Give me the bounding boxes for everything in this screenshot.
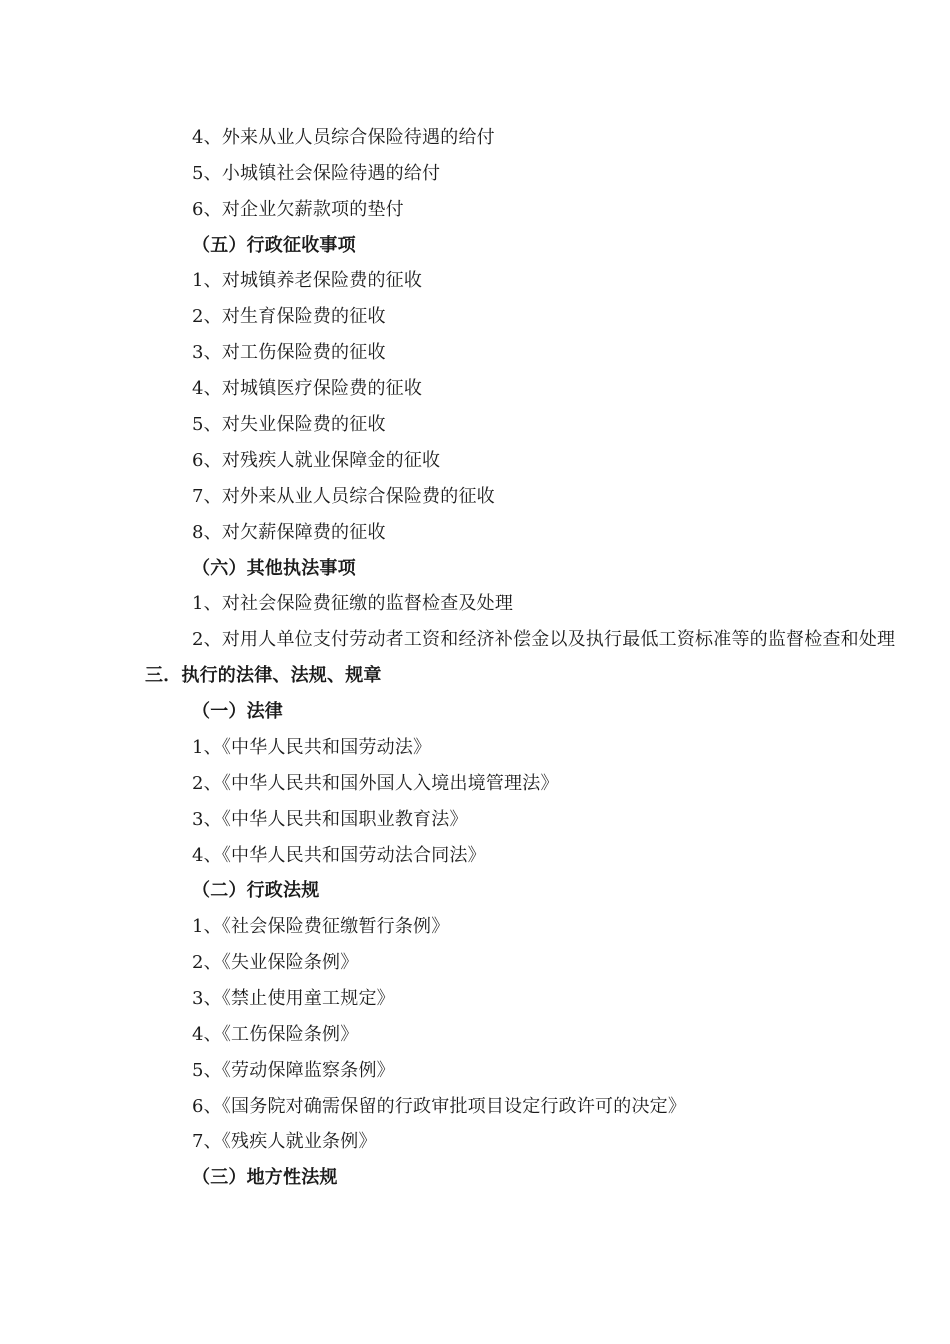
subsection-heading: （六）其他执法事项 xyxy=(192,558,356,579)
subsection-heading: （二）行政法规 xyxy=(192,880,320,901)
list-item: 3、对工伤保险费的征收 xyxy=(192,342,386,363)
list-item: 3、《禁止使用童工规定》 xyxy=(192,988,395,1009)
list-item: 1、《社会保险费征缴暂行条例》 xyxy=(192,916,450,937)
subsection-heading: （五）行政征收事项 xyxy=(192,235,356,256)
list-item: 4、对城镇医疗保险费的征收 xyxy=(192,378,423,399)
list-item: 2、对用人单位支付劳动者工资和经济补偿金以及执行最低工资标准等的监督检查和处理 xyxy=(192,629,896,650)
list-item: 3、《中华人民共和国职业教育法》 xyxy=(192,809,468,830)
list-item: 4、《工伤保险条例》 xyxy=(192,1024,359,1045)
list-item: 7、《残疾人就业条例》 xyxy=(192,1131,377,1152)
list-item: 6、对残疾人就业保障金的征收 xyxy=(192,450,441,471)
list-item: 6、对企业欠薪款项的垫付 xyxy=(192,199,404,220)
list-item: 7、对外来从业人员综合保险费的征收 xyxy=(192,486,495,507)
list-item: 2、《失业保险条例》 xyxy=(192,952,359,973)
list-item: 2、《中华人民共和国外国人入境出境管理法》 xyxy=(192,773,559,794)
list-item: 5、小城镇社会保险待遇的给付 xyxy=(192,163,441,184)
subsection-heading: （三）地方性法规 xyxy=(192,1167,338,1188)
list-item: 1、对社会保险费征缴的监督检查及处理 xyxy=(192,593,514,614)
list-item: 8、对欠薪保障费的征收 xyxy=(192,522,386,543)
list-item: 1、《中华人民共和国劳动法》 xyxy=(192,737,432,758)
list-item: 2、对生育保险费的征收 xyxy=(192,306,386,327)
list-item: 4、《中华人民共和国劳动法合同法》 xyxy=(192,845,486,866)
list-item: 5、对失业保险费的征收 xyxy=(192,414,386,435)
subsection-heading: （一）法律 xyxy=(192,701,283,722)
list-item: 5、《劳动保障监察条例》 xyxy=(192,1060,395,1081)
list-item: 4、外来从业人员综合保险待遇的给付 xyxy=(192,127,495,148)
list-item: 1、对城镇养老保险费的征收 xyxy=(192,270,423,291)
list-item: 6、《国务院对确需保留的行政审批项目设定行政许可的决定》 xyxy=(192,1096,687,1117)
section-heading: 三．执行的法律、法规、规章 xyxy=(145,665,382,686)
